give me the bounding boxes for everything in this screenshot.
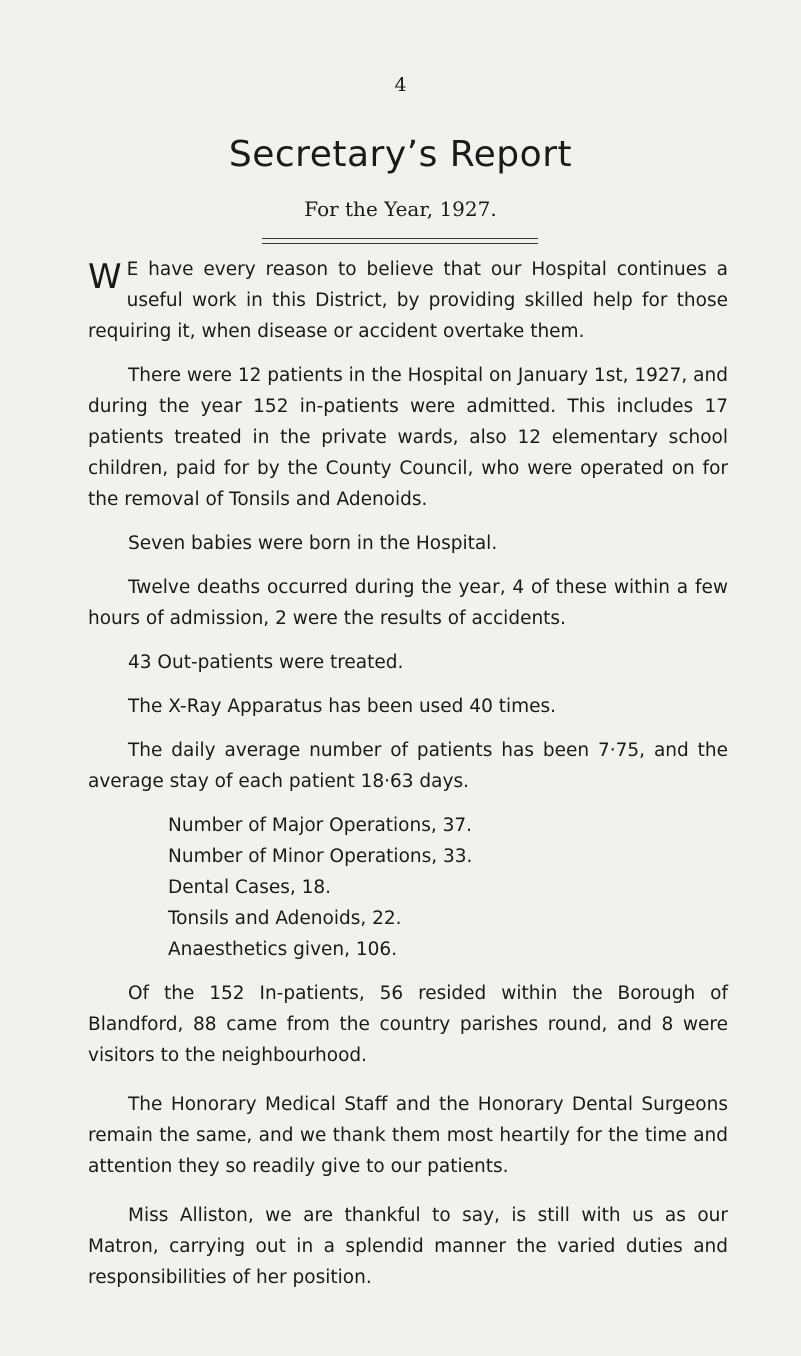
paragraph-matron: Miss Alliston, we are thankful to say, is still with us as our Matron, carrying out in a splendid manner the varied duties and responsibilities of her position. — [88, 1205, 728, 1288]
list-item: Dental Cases, 18. — [168, 877, 332, 898]
list-item: Number of Major Operations, 37. — [168, 815, 473, 836]
paragraph-admissions: There were 12 patients in the Hospital on January 1st, 1927, and during the year 152 in-patients were admitted. This includes 17 patients treated in the private wards, also 12 elementary school children, paid for by the County Council, who were operated on for the removal of Tonsils and Adenoids. — [88, 365, 728, 510]
report-subtitle: For the Year, 1927. — [304, 197, 497, 221]
report-title: Secretary’s Report — [228, 134, 573, 175]
list-item: Tonsils and Adenoids, 22. — [168, 908, 402, 929]
intro-text: E have every reason to believe that our Hospital continues a useful work in this District, by providing skilled help for those requiring it, when disease or accident overtake them. — [88, 259, 728, 342]
drop-cap: W — [88, 257, 121, 297]
paragraph-x-ray: The X-Ray Apparatus has been used 40 times. — [128, 696, 557, 717]
title-divider — [262, 238, 538, 244]
paragraph-out-patients: 43 Out-patients were treated. — [128, 652, 404, 673]
list-item: Number of Minor Operations, 33. — [168, 846, 473, 867]
report-body — [88, 254, 728, 1293]
statistics-list — [88, 810, 728, 965]
paragraph-deaths: Twelve deaths occurred during the year, 4 of these within a few hours of admission, 2 were the results of accidents. — [88, 577, 728, 629]
intro-paragraph — [88, 254, 728, 347]
list-item: Anaesthetics given, 106. — [168, 939, 398, 960]
paragraph-residence: Of the 152 In-patients, 56 resided within the Borough of Blandford, 88 came from the country parishes round, and 8 were visitors to the neighbourhood. — [88, 983, 728, 1066]
paragraph-daily-average: The daily average number of patients has been 7·75, and the average stay of each patient 18·63 days. — [88, 740, 728, 792]
paragraph-honorary-staff: The Honorary Medical Staff and the Honorary Dental Surgeons remain the same, and we thank them most heartily for the time and attention they so readily give to our patients. — [88, 1094, 728, 1177]
page-number: 4 — [394, 74, 407, 96]
paragraph-births: Seven babies were born in the Hospital. — [128, 533, 498, 554]
